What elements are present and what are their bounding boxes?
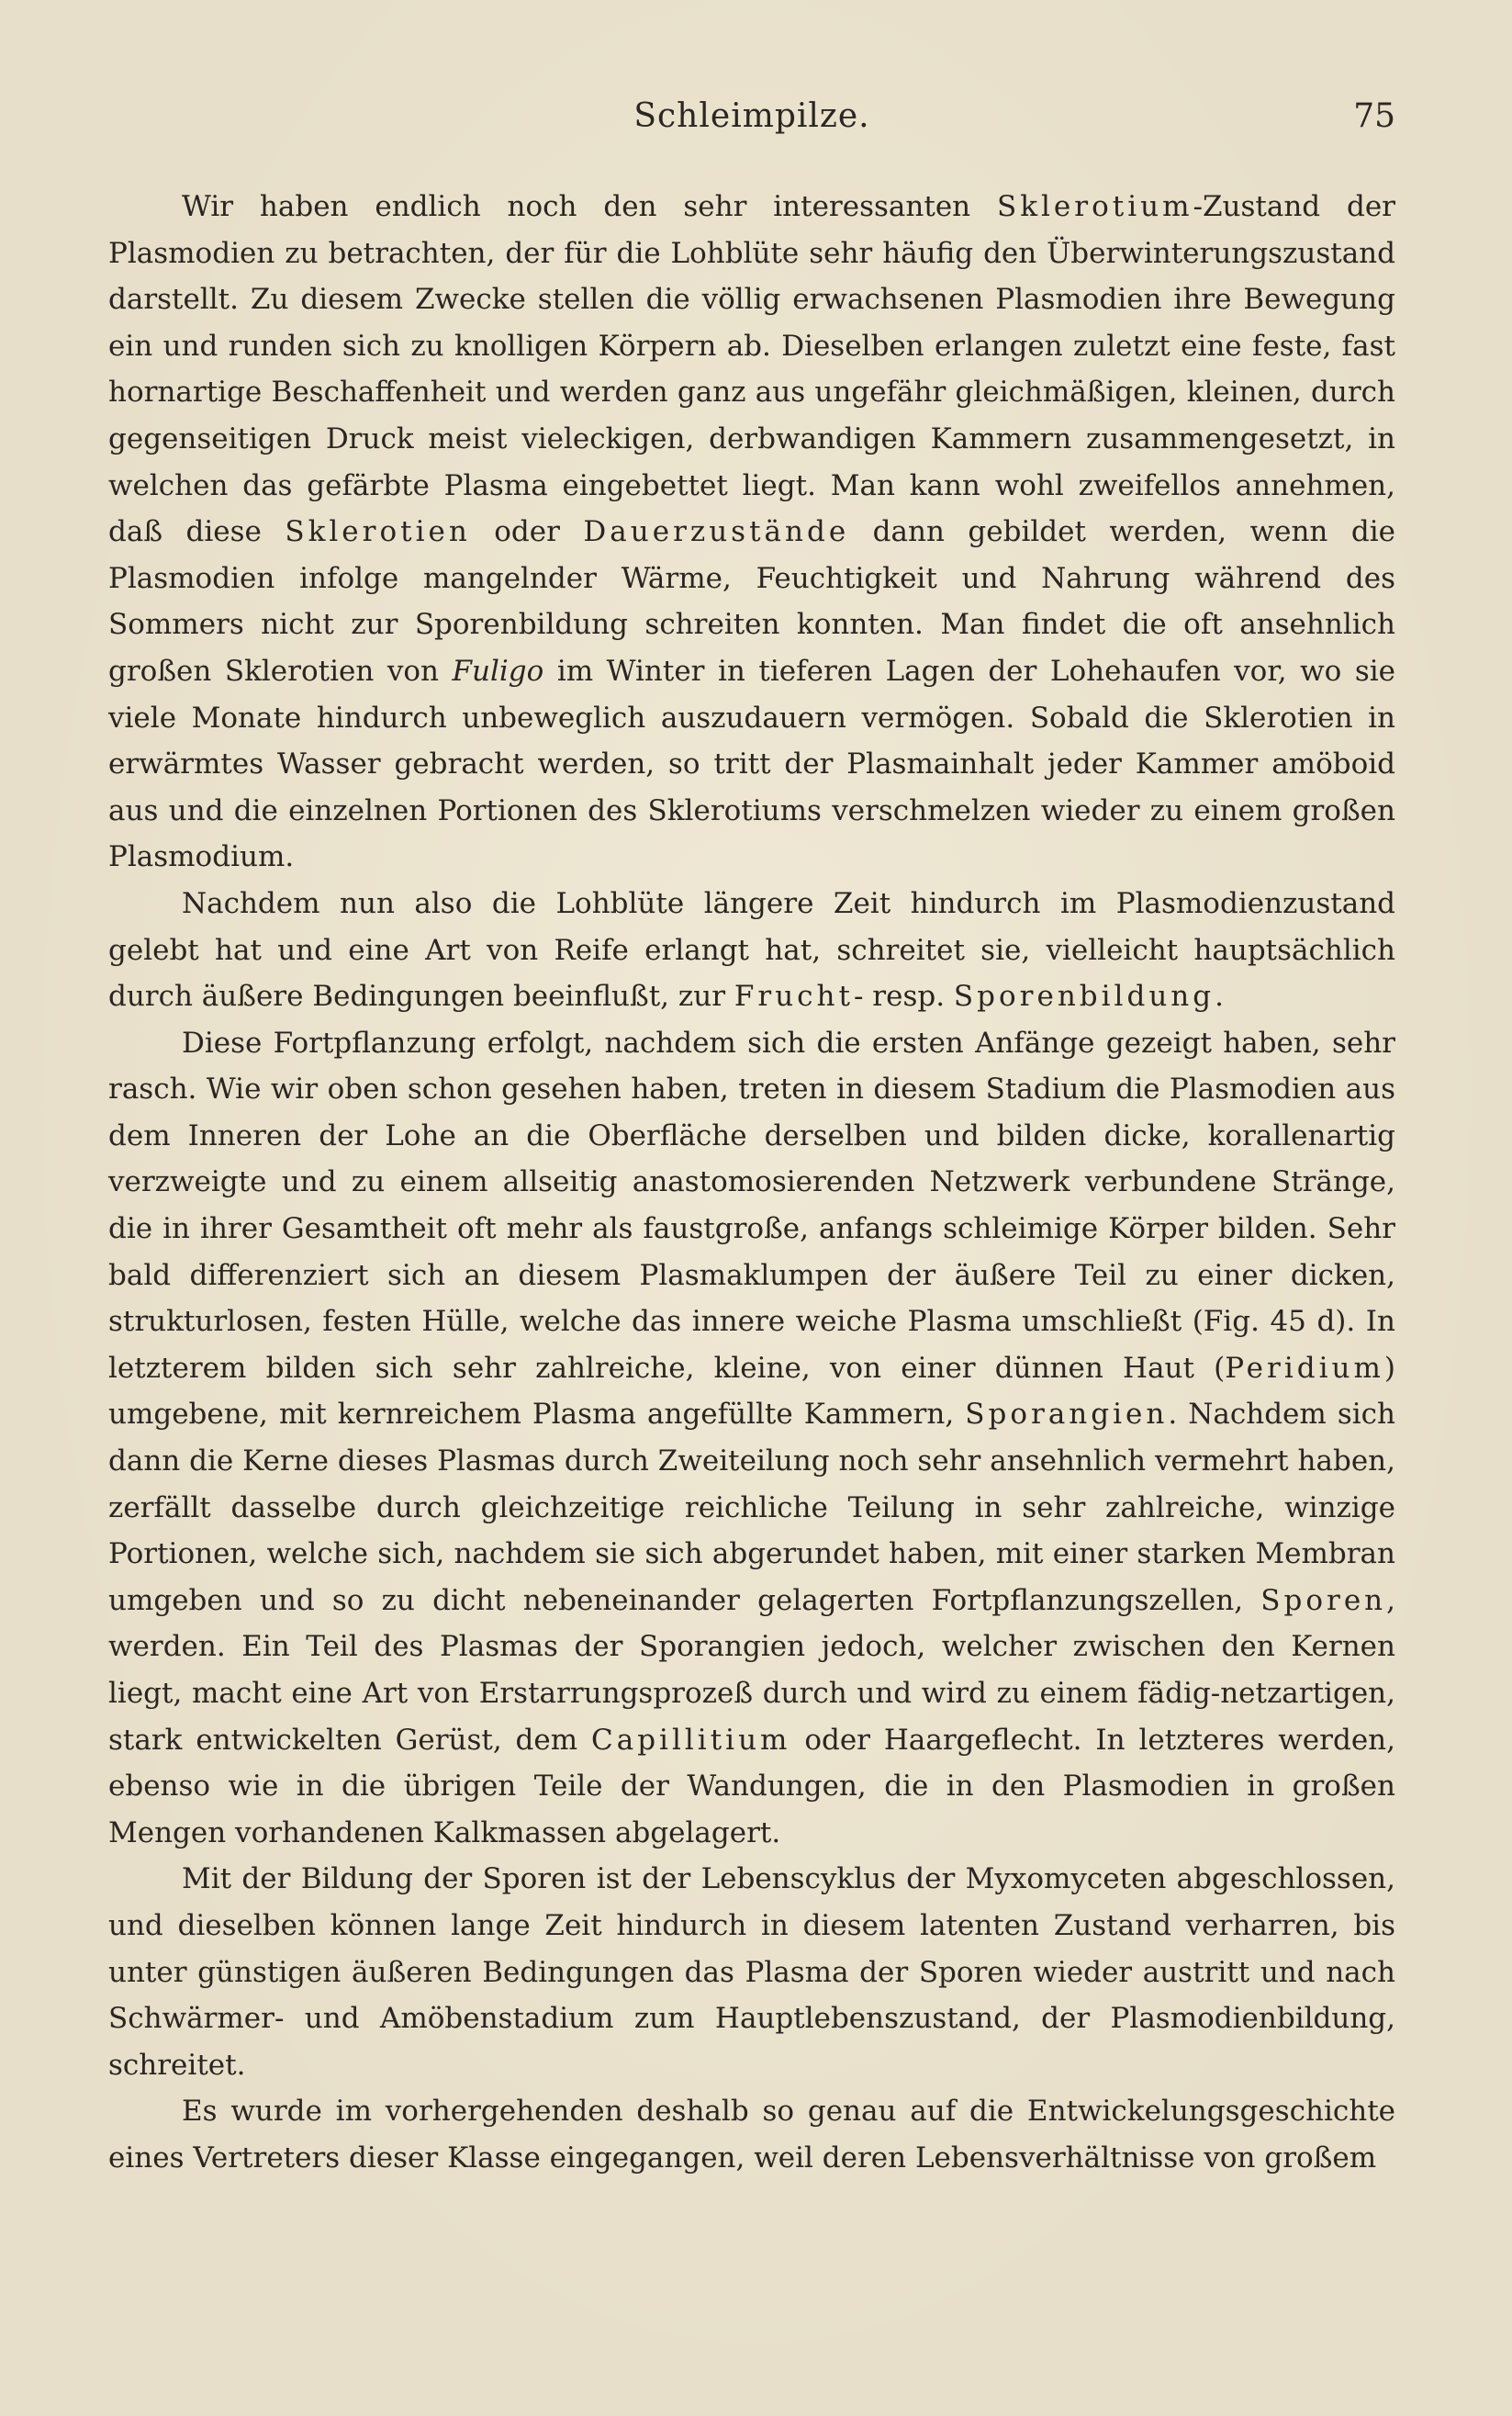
emphasized-term: Dauerzustände	[583, 515, 850, 549]
paragraph	[108, 1020, 1395, 1857]
paragraph	[108, 184, 1395, 881]
text-segment: oder Haargeflecht. In letzteres werden, ebenso wie in die übrigen Teile der Wandungen, die in den Plasmodien in großen Mengen vorhandenen Kalkmassen abgelagert.	[108, 1723, 1395, 1849]
text-segment: oder	[470, 515, 584, 549]
paragraph	[108, 1856, 1395, 2088]
paragraph	[108, 2088, 1395, 2181]
italic-genus-name: Fuligo	[452, 654, 544, 688]
emphasized-term: Sklerotien	[285, 515, 471, 549]
text-segment: Nachdem nun also die Lohblüte längere Zeit hindurch im Plasmodienzustand gelebt hat und eine Art von Reife erlangt hat, schreitet sie, vielleicht hauptsächlich durch äußere Bedingungen beeinflußt, zur	[108, 886, 1395, 1014]
text-segment: .	[1215, 980, 1224, 1014]
text-segment: Es wurde im vorhergehenden deshalb so genau auf die Entwickelungsgeschichte eines Vertreters dieser Klasse eingegangen, weil deren Lebensverhältnisse von großem	[108, 2095, 1395, 2174]
emphasized-term: Capillitium	[591, 1723, 791, 1757]
page-number: 75	[1353, 97, 1395, 135]
emphasized-term: Peridium	[1225, 1351, 1384, 1385]
text-segment: -Zustand der Plasmodien zu betrachten, der für die Lohblüte sehr häufig den Überwinterungszustand darstellt. Zu diesem Zwecke stellen die völlig erwachsenen Plasmodien ihre Bewegung ein und runden sich zu knolligen Körpern ab. Dieselben erlangen zuletzt eine feste, fast hornartige Beschaffenheit und werden ganz aus ungefähr gleichmäßigen, kleinen, durch gegenseitigen Druck meist vieleckigen, derbwandigen Kammern zusammengesetzt, in welchen das gefärbte Plasma eingebettet liegt. Man kann wohl zweifellos annehmen, daß diese	[108, 190, 1396, 549]
body-text	[108, 184, 1395, 2182]
text-segment: Mit der Bildung der Sporen ist der Lebenscyklus der Myxomyceten abgeschlossen, und dieselben können lange Zeit hindurch in diesem latenten Zustand verharren, bis unter günstigen äußeren Bedingungen das Plasma der Sporen wieder austritt und nach Schwärmer- und Amöbenstadium zum Hauptlebenszustand, der Plasmodienbildung, schreitet.	[108, 1862, 1395, 2082]
emphasized-term: Frucht	[734, 980, 854, 1014]
emphasized-term: Sporen	[1260, 1583, 1387, 1617]
text-segment: ) umgebene, mit kernreichem Plasma angefüllte Kammern,	[108, 1351, 1395, 1432]
emphasized-term: Sklerotium	[997, 190, 1193, 223]
text-segment: im Winter in tieferen Lagen der Lohehaufen vor, wo sie viele Monate hindurch unbeweglich auszudauern vermögen. Sobald die Sklerotien in erwärmtes Wasser gebracht werden, so tritt der Plasmainhalt jeder Kammer amöboid aus und die einzelnen Portionen des Sklerotiums verschmelzen wieder zu einem großen Plasmodium.	[108, 654, 1395, 874]
paragraph	[108, 881, 1395, 1020]
text-segment: , werden. Ein Teil des Plasmas der Sporangien jedoch, welcher zwischen den Kernen liegt, macht eine Art von Erstarrungsprozeß durch und wird zu einem fädig-netzartigen, stark entwickelten Gerüst, dem	[108, 1583, 1395, 1757]
emphasized-term: Sporenbildung	[953, 980, 1215, 1014]
running-title: Schleimpilze.	[633, 97, 870, 135]
text-segment: - resp.	[853, 980, 954, 1014]
text-segment: . Nachdem sich dann die Kerne dieses Plasmas durch Zweiteilung noch sehr ansehnlich vermehrt haben, zerfällt dasselbe durch gleichzeitige reichliche Teilung in sehr zahlreiche, winzige Portionen, welche sich, nachdem sie sich abgerundet haben, mit einer starken Membran umgeben und so zu dicht nebeneinander gelagerten Fortpflanzungszellen,	[108, 1398, 1396, 1617]
text-segment: dann gebildet werden, wenn die Plasmodien infolge mangelnder Wärme, Feuchtigkeit und Nahrung während des Sommers nicht zur Sporenbildung schreiten konnten. Man findet die oft ansehnlich großen Sklerotien von	[108, 515, 1395, 688]
page-header	[108, 92, 1395, 147]
text-segment: Wir haben endlich noch den sehr interessanten	[182, 190, 997, 223]
text-segment: Diese Fortpflanzung erfolgt, nachdem sich die ersten Anfänge gezeigt haben, sehr rasch. Wie wir oben schon gesehen haben, treten in diesem Stadium die Plasmodien aus dem Inneren der Lohe an die Oberfläche derselben und bilden dicke, korallenartig verzweigte und zu einem allseitig anastomosierenden Netzwerk verbundene Stränge, die in ihrer Gesamtheit oft mehr als faustgroße, anfangs schleimige Körper bilden. Sehr bald differenziert sich an diesem Plasmaklumpen der äußere Teil zu einer dicken, strukturlosen, festen Hülle, welche das innere weiche Plasma umschließt (Fig. 45 d). In letzterem bilden sich sehr zahlreiche, kleine, von einer dünnen Haut (	[108, 1026, 1395, 1385]
emphasized-term: Sporangien	[965, 1398, 1169, 1432]
